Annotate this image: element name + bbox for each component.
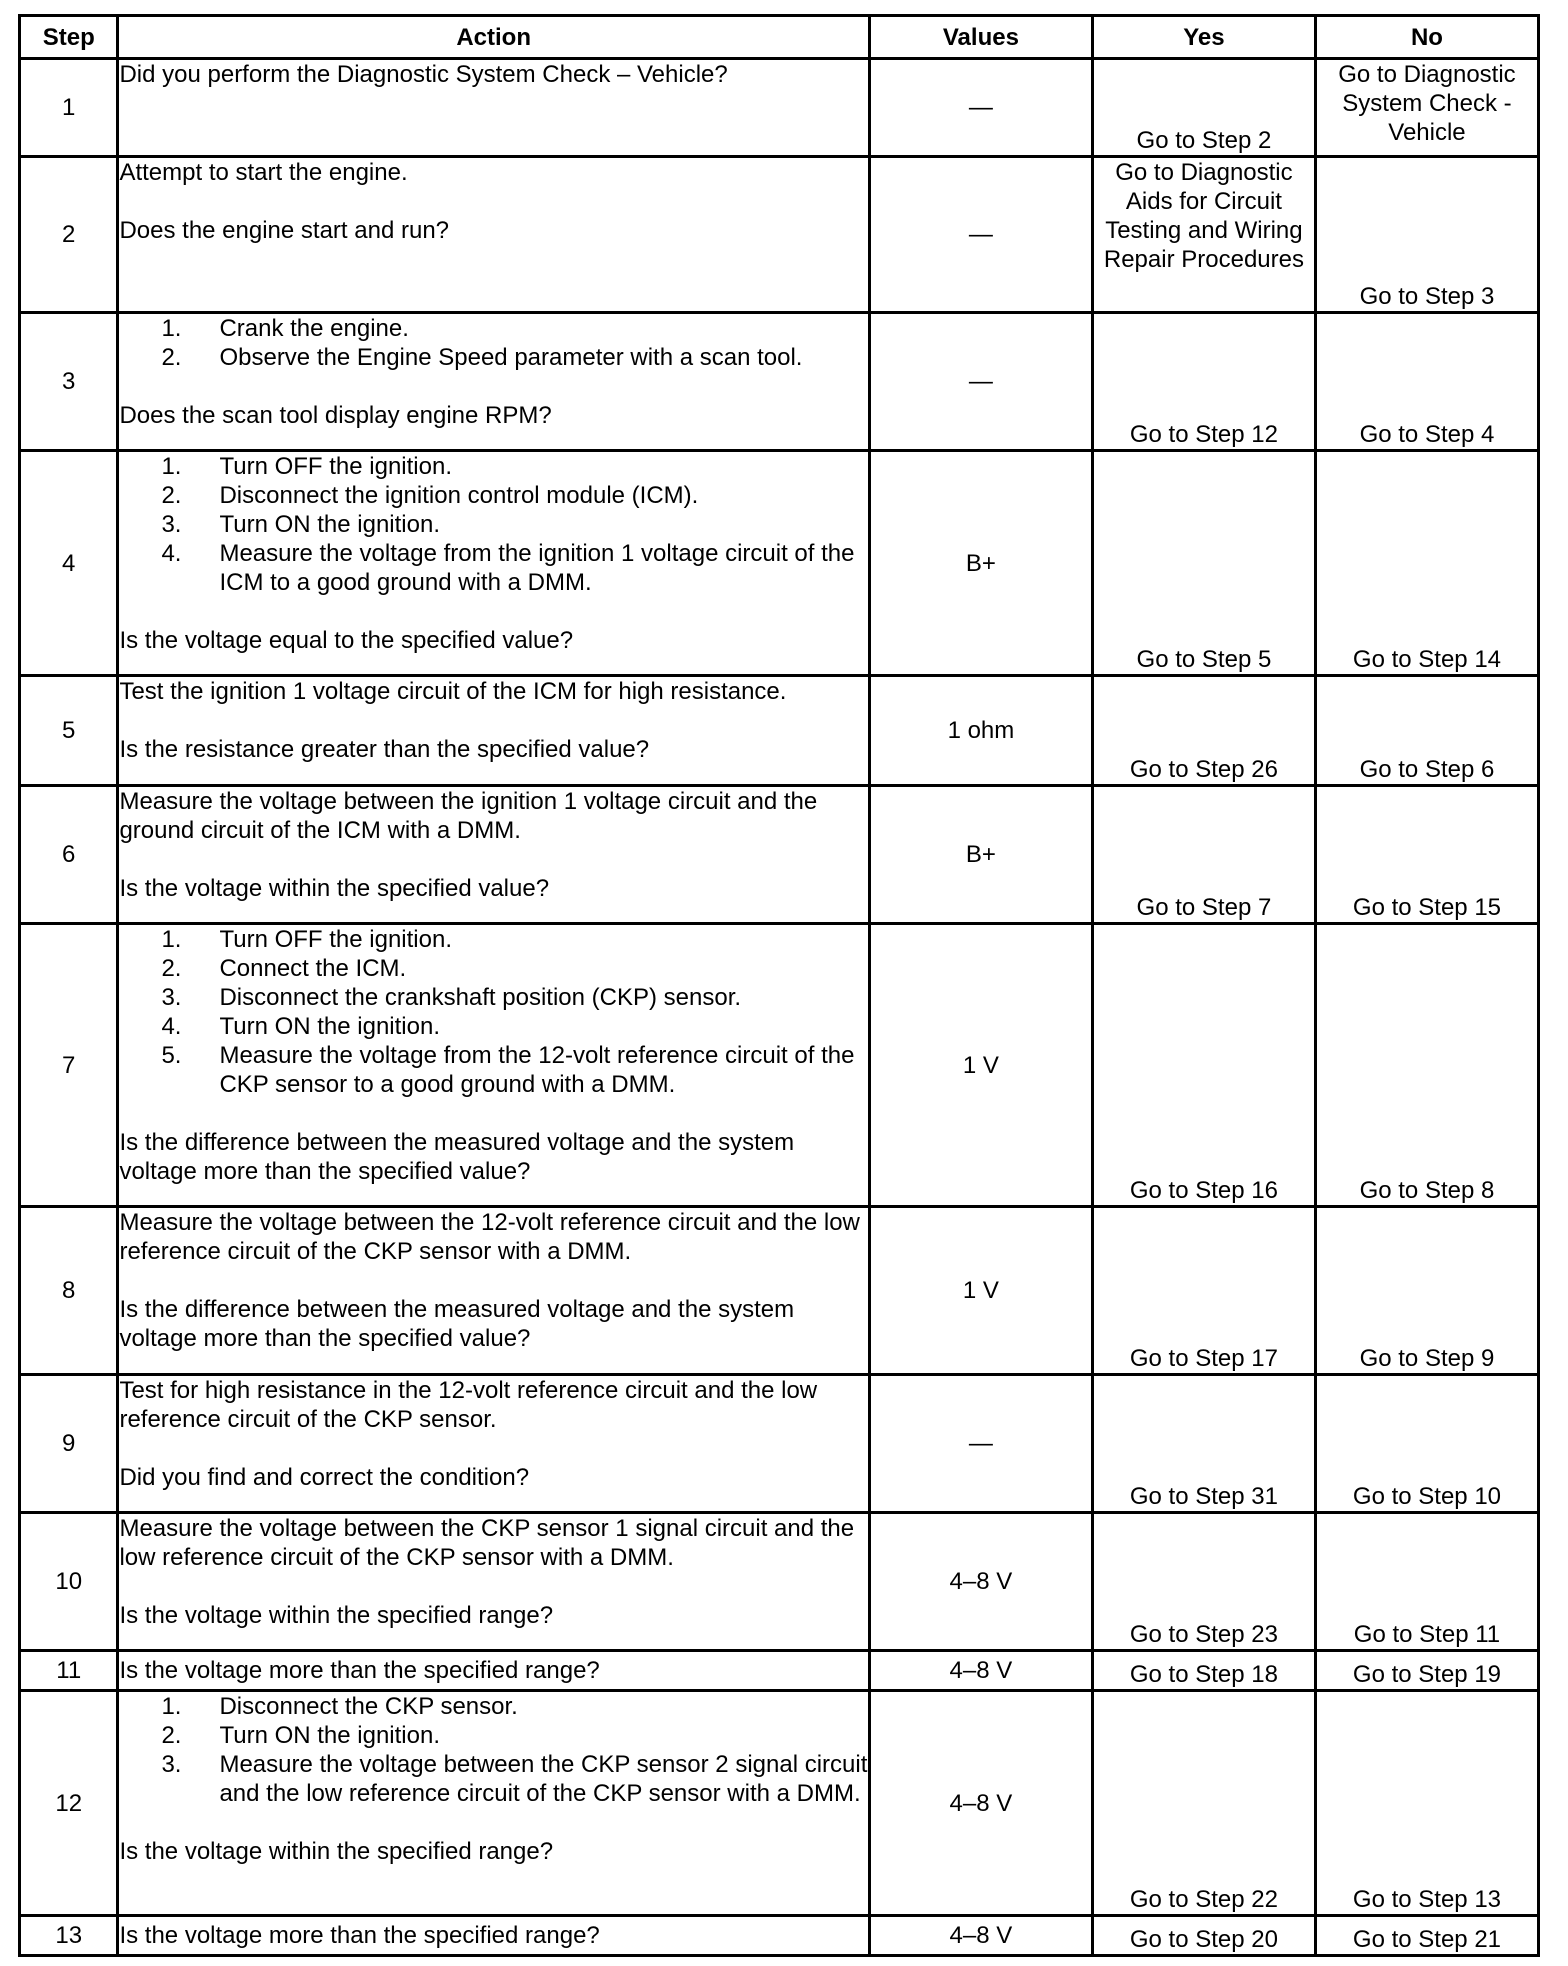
action-intro: Measure the voltage between the ignition 1 voltage circuit and the ground circuit of the ICM with a DMM. xyxy=(119,788,818,844)
action-question: Is the resistance greater than the specified value? xyxy=(119,736,650,763)
action-question: Is the difference between the measured voltage and the system voltage more than the specified value? xyxy=(119,1129,795,1185)
no-cell: Go to Step 21 xyxy=(1315,1916,1538,1956)
table-row xyxy=(20,313,1539,451)
action-cell xyxy=(118,1207,869,1375)
value-cell: 1 V xyxy=(869,1207,1092,1375)
action-cell xyxy=(118,1691,869,1916)
action-cell xyxy=(118,1916,869,1956)
value-cell: 1 ohm xyxy=(869,676,1092,786)
yes-cell: Go to Step 26 xyxy=(1092,676,1315,786)
action-cell xyxy=(118,676,869,786)
action-step-item: 3. Turn ON the ignition. xyxy=(161,511,440,538)
yes-cell: Go to Diagnostic Aids for Circuit Testing and Wiring Repair Procedures xyxy=(1092,157,1315,313)
diagnostic-table xyxy=(18,14,1540,1957)
action-question: Is the difference between the measured voltage and the system voltage more than the specified value? xyxy=(119,1296,795,1352)
yes-cell: Go to Step 7 xyxy=(1092,786,1315,924)
yes-cell: Go to Step 17 xyxy=(1092,1207,1315,1375)
table-row xyxy=(20,59,1539,157)
value-cell: — xyxy=(869,59,1092,157)
table-row xyxy=(20,451,1539,676)
value-cell: B+ xyxy=(869,451,1092,676)
action-question: Did you find and correct the condition? xyxy=(119,1464,530,1491)
header-values: Values xyxy=(869,16,1092,59)
action-question: Is the voltage within the specified range? xyxy=(119,1602,554,1629)
action-intro: Attempt to start the engine. xyxy=(119,159,408,186)
table-row xyxy=(20,1916,1539,1956)
action-steps xyxy=(119,452,867,597)
value-cell: 1 V xyxy=(869,924,1092,1207)
yes-cell: Go to Step 22 xyxy=(1092,1691,1315,1916)
header-row xyxy=(20,16,1539,59)
no-cell: Go to Step 19 xyxy=(1315,1651,1538,1691)
action-step-item: 1. Turn OFF the ignition. xyxy=(161,453,452,480)
step-number: 10 xyxy=(20,1513,118,1651)
yes-cell: Go to Step 5 xyxy=(1092,451,1315,676)
action-cell xyxy=(118,157,869,313)
no-cell: Go to Step 10 xyxy=(1315,1375,1538,1513)
step-number: 8 xyxy=(20,1207,118,1375)
step-number: 12 xyxy=(20,1691,118,1916)
step-number: 9 xyxy=(20,1375,118,1513)
action-step-item: 2. Connect the ICM. xyxy=(161,955,407,982)
value-cell: 4–8 V xyxy=(869,1651,1092,1691)
value-cell: — xyxy=(869,313,1092,451)
yes-cell: Go to Step 2 xyxy=(1092,59,1315,157)
step-number: 13 xyxy=(20,1916,118,1956)
action-intro: Test the ignition 1 voltage circuit of the ICM for high resistance. xyxy=(119,678,787,705)
action-steps xyxy=(119,1692,867,1808)
action-step-item: 4. Measure the voltage from the ignition 1 voltage circuit of the ICM to a good ground with a DMM. xyxy=(161,540,855,596)
step-number: 3 xyxy=(20,313,118,451)
step-number: 7 xyxy=(20,924,118,1207)
action-question: Is the voltage within the specified value? xyxy=(119,875,550,902)
value-cell: 4–8 V xyxy=(869,1916,1092,1956)
action-question: Does the scan tool display engine RPM? xyxy=(119,402,552,429)
yes-cell: Go to Step 31 xyxy=(1092,1375,1315,1513)
table-row xyxy=(20,157,1539,313)
action-cell xyxy=(118,924,869,1207)
table-row xyxy=(20,1513,1539,1651)
action-cell xyxy=(118,313,869,451)
action-step-item: 1. Crank the engine. xyxy=(161,315,409,342)
value-cell: B+ xyxy=(869,786,1092,924)
action-question: Is the voltage equal to the specified value? xyxy=(119,627,574,654)
no-cell: Go to Step 4 xyxy=(1315,313,1538,451)
action-step-item: 1. Turn OFF the ignition. xyxy=(161,926,452,953)
step-number: 5 xyxy=(20,676,118,786)
header-action: Action xyxy=(118,16,869,59)
action-step-item: 3. Disconnect the crankshaft position (CKP) sensor. xyxy=(161,984,742,1011)
action-steps xyxy=(119,925,867,1099)
action-step-item: 2. Observe the Engine Speed parameter with a scan tool. xyxy=(161,344,803,371)
action-steps xyxy=(119,314,867,372)
action-cell xyxy=(118,1513,869,1651)
yes-cell: Go to Step 20 xyxy=(1092,1916,1315,1956)
action-cell xyxy=(118,59,869,157)
header-no: No xyxy=(1315,16,1538,59)
table-row xyxy=(20,1691,1539,1916)
step-number: 6 xyxy=(20,786,118,924)
action-question: Is the voltage more than the specified range? xyxy=(119,1922,600,1949)
no-cell: Go to Step 11 xyxy=(1315,1513,1538,1651)
action-intro: Measure the voltage between the CKP sensor 1 signal circuit and the low reference circuit of the CKP sensor with a DMM. xyxy=(119,1515,855,1571)
table-row xyxy=(20,786,1539,924)
action-step-item: 1. Disconnect the CKP sensor. xyxy=(161,1693,518,1720)
yes-cell: Go to Step 12 xyxy=(1092,313,1315,451)
header-step: Step xyxy=(20,16,118,59)
table-row xyxy=(20,1207,1539,1375)
action-step-item: 2. Turn ON the ignition. xyxy=(161,1722,440,1749)
action-step-item: 3. Measure the voltage between the CKP sensor 2 signal circuit and the low reference circuit of the CKP sensor with a DMM. xyxy=(161,1751,868,1807)
no-cell: Go to Step 8 xyxy=(1315,924,1538,1207)
action-question: Does the engine start and run? xyxy=(119,217,450,244)
step-number: 4 xyxy=(20,451,118,676)
action-question: Is the voltage within the specified range? xyxy=(119,1838,554,1865)
no-cell: Go to Step 3 xyxy=(1315,157,1538,313)
no-cell: Go to Step 9 xyxy=(1315,1207,1538,1375)
action-intro: Measure the voltage between the 12-volt reference circuit and the low reference circuit of the CKP sensor with a DMM. xyxy=(119,1209,860,1265)
action-step-item: 4. Turn ON the ignition. xyxy=(161,1013,440,1040)
no-cell: Go to Step 6 xyxy=(1315,676,1538,786)
action-question: Did you perform the Diagnostic System Check – Vehicle? xyxy=(119,61,728,88)
action-cell xyxy=(118,451,869,676)
value-cell: 4–8 V xyxy=(869,1691,1092,1916)
step-number: 2 xyxy=(20,157,118,313)
no-cell: Go to Step 15 xyxy=(1315,786,1538,924)
yes-cell: Go to Step 18 xyxy=(1092,1651,1315,1691)
action-step-item: 2. Disconnect the ignition control module (ICM). xyxy=(161,482,699,509)
no-cell: Go to Step 14 xyxy=(1315,451,1538,676)
table-row xyxy=(20,1375,1539,1513)
no-cell: Go to Step 13 xyxy=(1315,1691,1538,1916)
action-cell xyxy=(118,1375,869,1513)
value-cell: — xyxy=(869,1375,1092,1513)
action-step-item: 5. Measure the voltage from the 12-volt reference circuit of the CKP sensor to a good ground with a DMM. xyxy=(161,1042,855,1098)
table-row xyxy=(20,676,1539,786)
value-cell: 4–8 V xyxy=(869,1513,1092,1651)
value-cell: — xyxy=(869,157,1092,313)
table-row xyxy=(20,924,1539,1207)
action-cell xyxy=(118,1651,869,1691)
action-question: Is the voltage more than the specified range? xyxy=(119,1657,600,1684)
yes-cell: Go to Step 23 xyxy=(1092,1513,1315,1651)
step-number: 11 xyxy=(20,1651,118,1691)
yes-cell: Go to Step 16 xyxy=(1092,924,1315,1207)
step-number: 1 xyxy=(20,59,118,157)
action-cell xyxy=(118,786,869,924)
header-yes: Yes xyxy=(1092,16,1315,59)
table-row xyxy=(20,1651,1539,1691)
action-intro: Test for high resistance in the 12-volt reference circuit and the low reference circuit of the CKP sensor. xyxy=(119,1377,818,1433)
no-cell: Go to Diagnostic System Check - Vehicle xyxy=(1315,59,1538,157)
